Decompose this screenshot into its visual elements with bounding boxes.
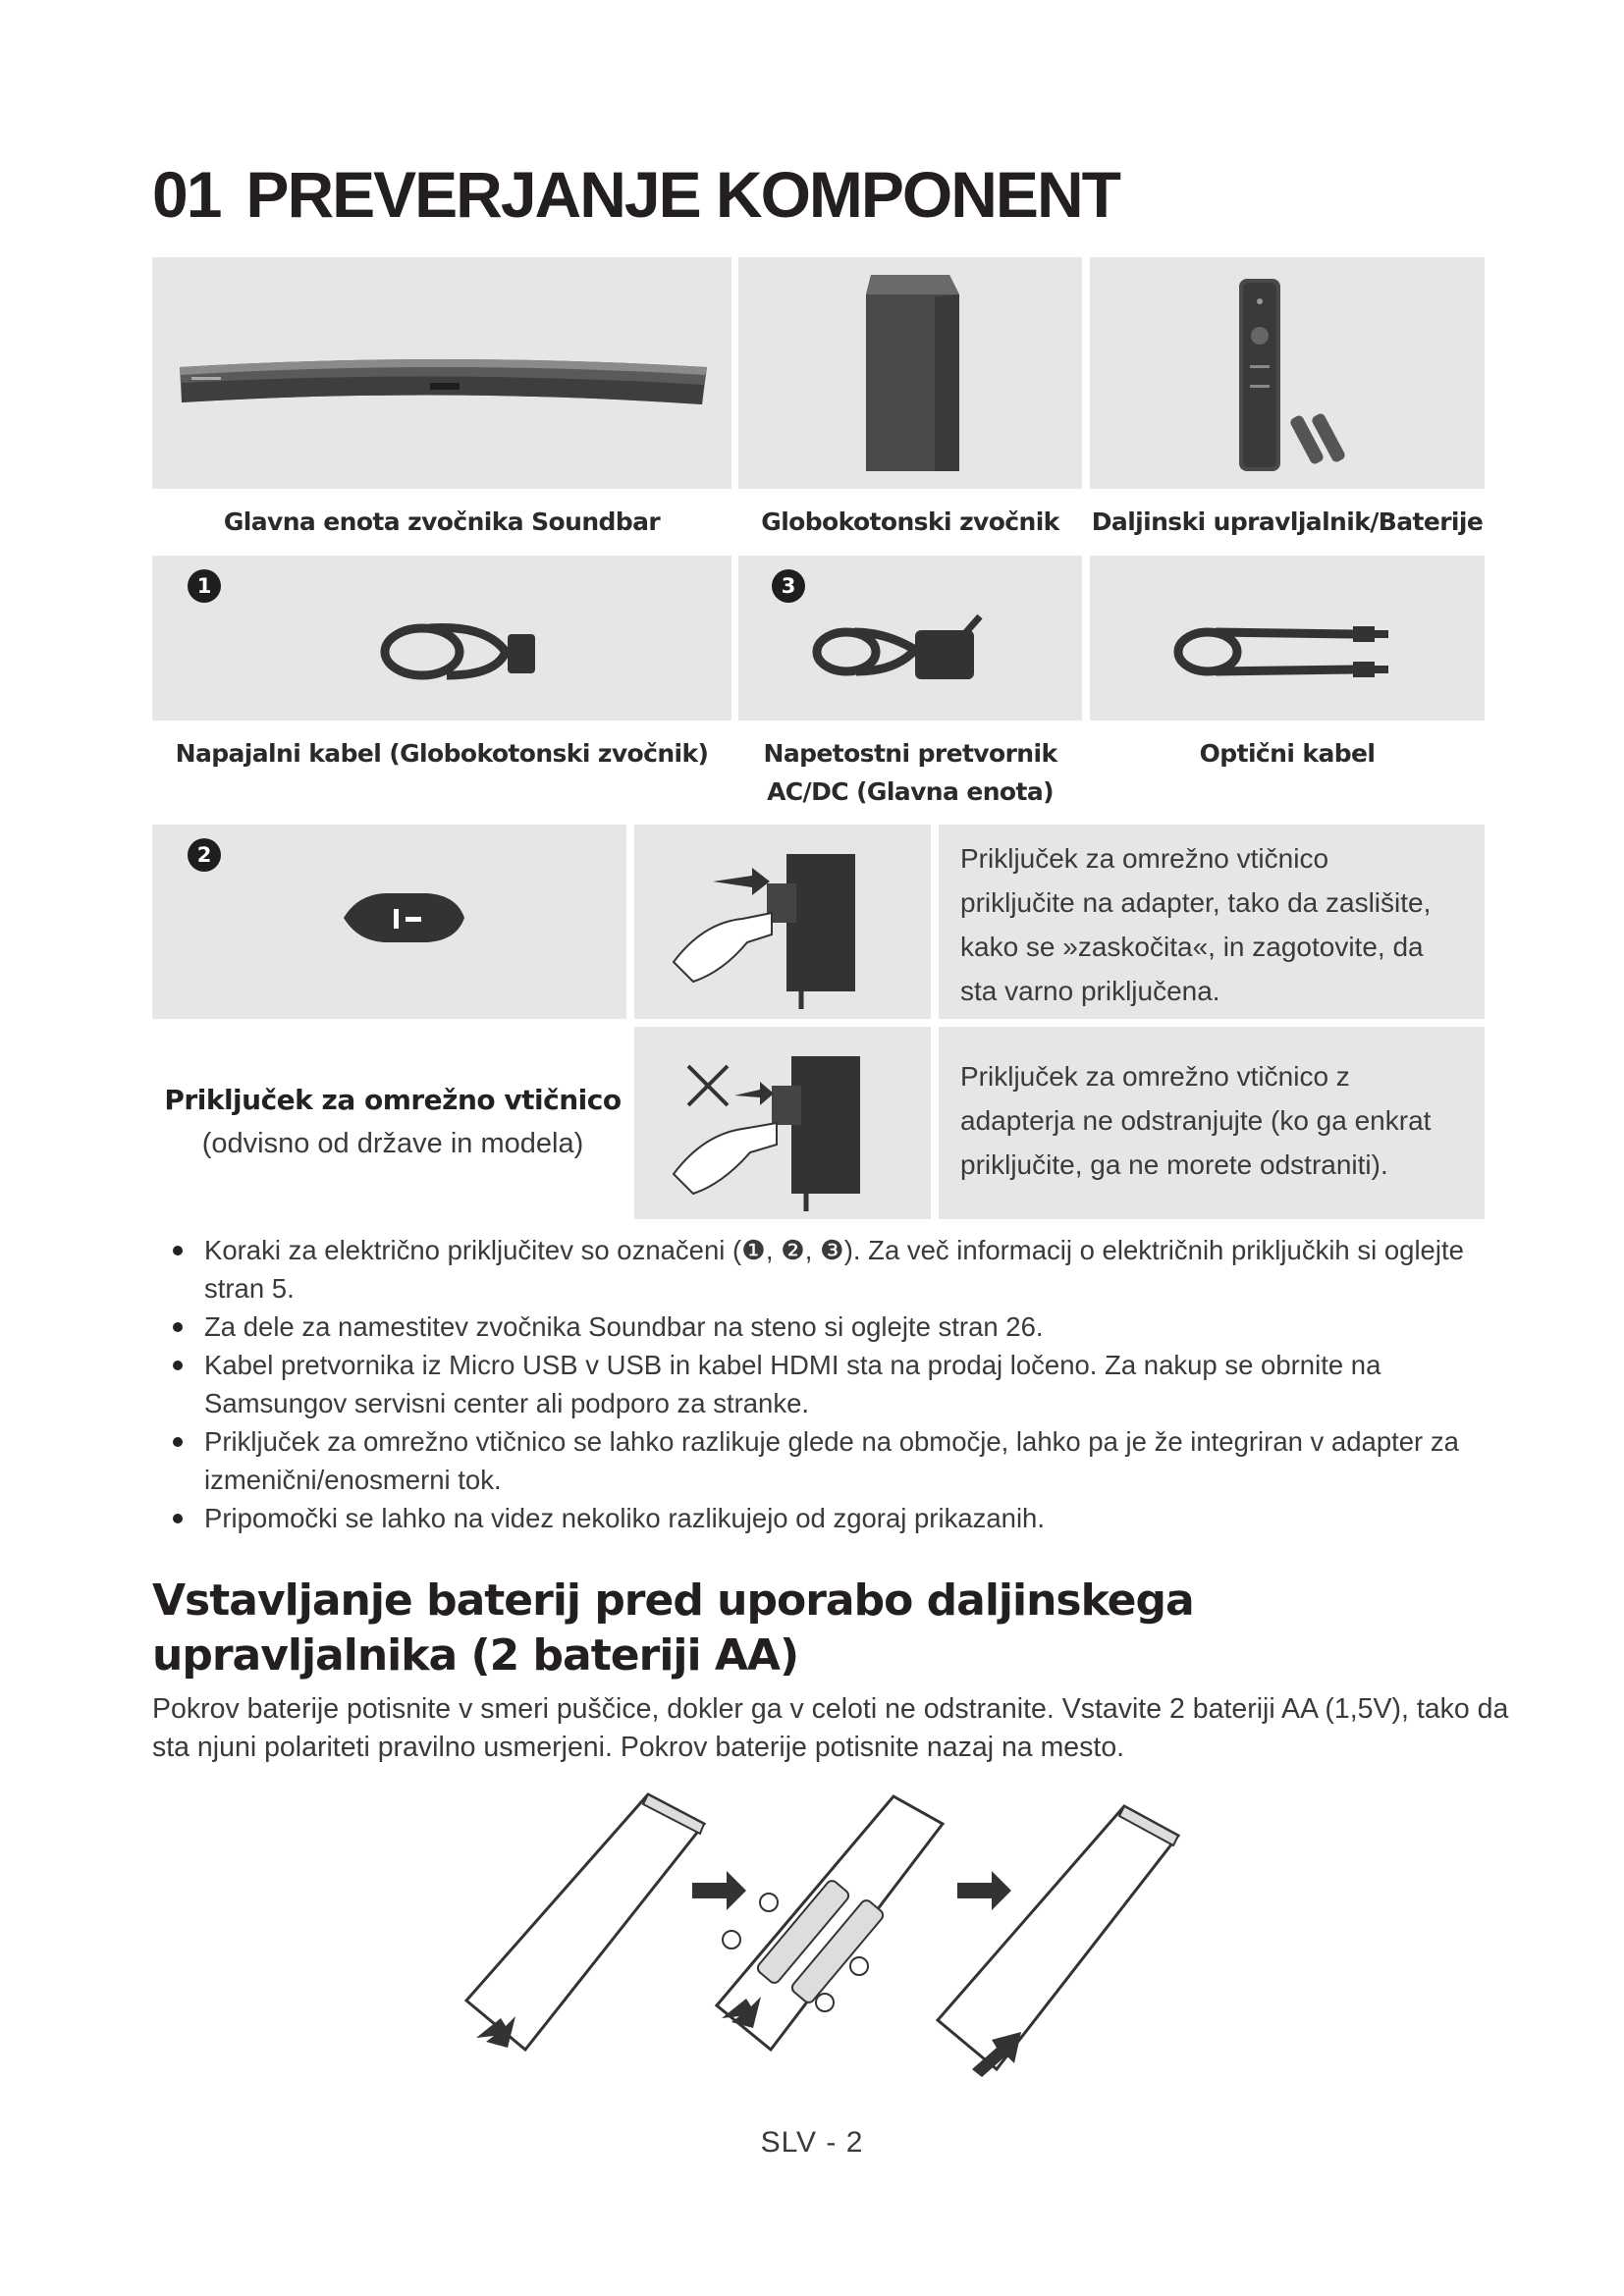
caption-adapter-line1: Napetostni pretvornik: [763, 739, 1057, 768]
plug-attach-illustration: [634, 825, 931, 1019]
subwoofer-illustration: [738, 257, 1082, 489]
section-paragraph: Pokrov baterije potisnite v smeri puščice, dokler ga v celoti ne odstranite. Vstavite 2 bateriji AA (1,5V), tako da sta njuni polariteti pravilno usmerjeni. Pokrov baterije potisnite nazaj na mesto.: [152, 1693, 1509, 1763]
chapter-title: PREVERJANJE KOMPONENT: [245, 158, 1119, 231]
caption-power-cord: Napajalni kabel (Globokotonski zvočnik): [175, 739, 709, 768]
plug-attach-note-line1: Priključek za omrežno vtičnico: [960, 843, 1329, 874]
soundbar-panel: [152, 257, 731, 489]
list-item: Pripomočki se lahko na videz nekoliko razlikujejo od zgoraj prikazanih.: [167, 1499, 1502, 1537]
caption-adapter-line2: AC/DC (Glavna enota): [767, 777, 1054, 806]
plug-caption-title: Priključek za omrežno vtičnico: [164, 1084, 622, 1116]
battery-insertion-illustration: [447, 1785, 1193, 2079]
adapter-panel: [738, 556, 1082, 721]
power-cord-illustration: [152, 556, 731, 721]
plug-panel: [152, 825, 626, 1019]
notes-list: [167, 1231, 1502, 1537]
remote-panel: [1090, 257, 1485, 489]
caption-adapter: [738, 734, 1082, 811]
plug-remove-note-line2: adapterja ne odstranjujte (ko ga enkrat: [960, 1105, 1432, 1136]
plug-caption: [152, 1078, 633, 1165]
soundbar-illustration: [152, 257, 731, 489]
plug-attach-note: [960, 836, 1471, 1013]
plug-attach-panel: [634, 825, 931, 1019]
plug-remove-panel: [634, 1027, 931, 1219]
plug-remove-note-line3: priključite, ga ne morete odstraniti).: [960, 1149, 1388, 1180]
plug-attach-note-panel: [939, 825, 1485, 1019]
section-heading: Vstavljanje baterij pred uporabo daljinskega upravljalnika (2 bateriji AA): [152, 1575, 1194, 1681]
chapter-number: 01: [152, 158, 221, 231]
plug-remove-note-line1: Priključek za omrežno vtičnico z: [960, 1061, 1350, 1092]
list-item: Priključek za omrežno vtičnico se lahko razlikuje glede na območje, lahko pa je že integriran v adapter za izmenični/enosmerni tok.: [167, 1422, 1502, 1499]
page-title: [152, 157, 1119, 232]
plug-remove-illustration: [634, 1027, 931, 1219]
caption-soundbar: Glavna enota zvočnika Soundbar: [223, 507, 661, 536]
caption-subwoofer: Globokotonski zvočnik: [761, 507, 1059, 536]
plug-attach-note-line4: sta varno priključena.: [960, 976, 1220, 1006]
optical-panel: [1090, 556, 1485, 721]
plug-remove-note-panel: [939, 1027, 1485, 1219]
step-marker-1: 1: [188, 569, 221, 603]
list-item: Za dele za namestitev zvočnika Soundbar na steno si oglejte stran 26.: [167, 1308, 1502, 1346]
plug-attach-note-line3: kako se »zaskočita«, in zagotovite, da: [960, 932, 1424, 962]
caption-optical: Optični kabel: [1199, 739, 1376, 768]
remote-illustration: [1090, 257, 1485, 489]
step-marker-3: 3: [772, 569, 805, 603]
list-item: Kabel pretvornika iz Micro USB v USB in kabel HDMI sta na prodaj ločeno. Za nakup se obrnite na Samsungov servisni center ali podporo za stranke.: [167, 1346, 1502, 1422]
plug-illustration: [152, 825, 626, 1019]
list-item: Koraki za električno priključitev so označeni (❶, ❷, ❸). Za več informacij o električnih priključkih si oglejte stran 5.: [167, 1231, 1502, 1308]
page-number: SLV - 2: [760, 2126, 864, 2159]
plug-caption-subtitle: (odvisno od države in modela): [201, 1128, 584, 1159]
subwoofer-panel: [738, 257, 1082, 489]
plug-attach-note-line2: priključite na adapter, tako da zaslišite,: [960, 887, 1432, 918]
step-marker-2: 2: [188, 838, 221, 872]
optical-cable-illustration: [1090, 556, 1485, 721]
plug-remove-note: [960, 1054, 1481, 1187]
power-cord-panel: [152, 556, 731, 721]
caption-remote: Daljinski upravljalnik/Baterije: [1091, 507, 1484, 536]
